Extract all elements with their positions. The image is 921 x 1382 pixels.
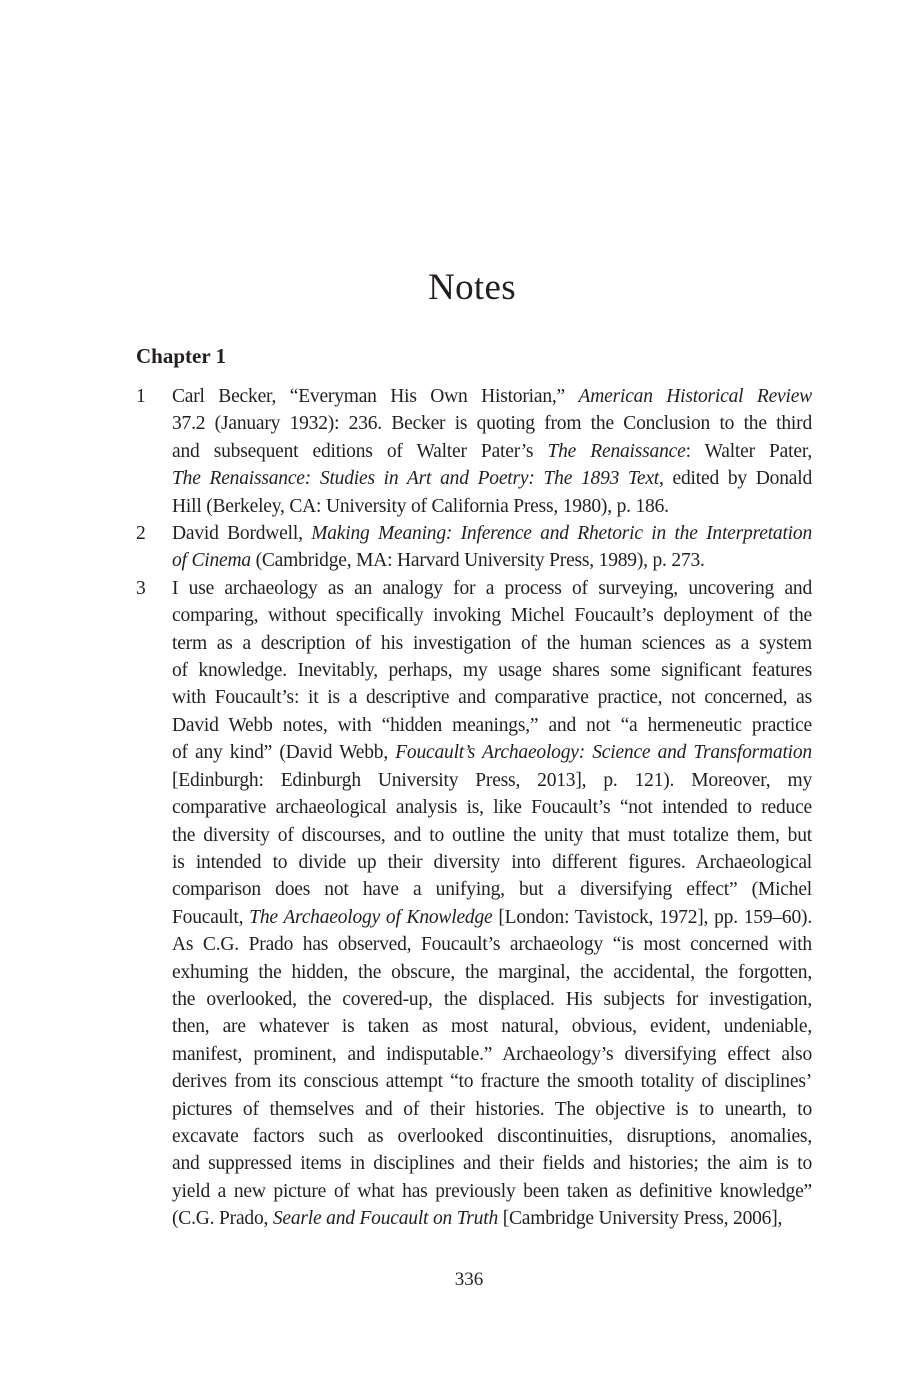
text-run: comparative archaeological analysis is, like Foucault’s “not intended to reduce [172,797,812,819]
text-run: manifest, prominent, and indisputable.” Archaeology’s diversifying effect also [172,1043,812,1065]
text-run: is intended to divide up their diversity into different figures. Archaeological [172,851,812,873]
text-run: Foucault, [172,906,250,928]
text-run: As C.G. Prado has observed, Foucault’s archaeology “is most concerned with [172,934,812,956]
italic-title: The Renaissance [547,440,686,462]
text-run: [Edinburgh: Edinburgh University Press, 2013], p. 121). Moreover, my [172,769,812,791]
note-number: 1 [136,386,146,407]
note-line [172,959,812,986]
text-run: pictures of themselves and of their histories. The objective is to unearth, to [172,1098,812,1120]
text-run: David Bordwell, [172,523,312,545]
note-line [172,410,812,437]
note-line [172,986,812,1013]
note-line [172,465,812,492]
chapter-heading: Chapter 1 [136,344,227,368]
italic-title: The Renaissance: Studies in Art and Poetry: The 1893 Text [172,468,660,490]
note-line [172,493,812,520]
text-run: exhuming the hidden, the obscure, the marginal, the accidental, the forgotten, [172,961,812,983]
text-run: I use archaeology as an analogy for a process of surveying, uncovering and [172,577,812,599]
note-body [172,520,812,575]
text-run: (C.G. Prado, [172,1208,273,1230]
note-number: 3 [136,577,146,599]
note-line [172,739,812,766]
text-run: of any kind” (David Webb, [172,742,396,764]
text-run: comparison does not have a unifying, but a diversifying effect” (Michel [172,879,812,901]
note-line [172,794,812,821]
note-line [172,630,812,657]
note-body [172,383,812,520]
note-line [172,1150,812,1177]
note-line [172,849,812,876]
italic-title: American Historical Review [578,386,812,407]
text-run: (Cambridge, MA: Harvard University Press, 1989), p. 273. [250,550,705,572]
page-number: 336 [454,1269,484,1290]
text-run: : Walter Pater, [685,440,813,462]
note-body [172,575,812,1233]
note-line [172,1178,812,1205]
note-line [172,904,812,931]
note-line [172,1205,812,1232]
text-run: , edited by Donald [659,468,812,490]
italic-title: of Cinema [172,550,251,572]
notes-list [136,383,812,1233]
note-1 [136,383,812,520]
note-line [172,520,812,547]
note-line [172,822,812,849]
note-line [172,657,812,684]
text-run: excavate factors such as overlooked discontinuities, disruptions, anomalies, [172,1125,812,1147]
note-line [172,931,812,958]
note-line [172,602,812,629]
text-run: then, are whatever is taken as most natural, obvious, evident, undeniable, [172,1016,812,1038]
italic-title: Making Meaning: Inference and Rhetoric in the Interpretation [311,523,812,545]
text-run: [London: Tavistock, 1972], pp. 159–60). [492,906,812,928]
text-run: the diversity of discourses, and to outline the unity that must totalize them, but [172,824,812,846]
note-line [172,712,812,739]
note-line [172,1068,812,1095]
text-run: and suppressed items in disciplines and their fields and histories; the aim is to [172,1153,812,1175]
note-line [172,438,812,465]
text-run: Carl Becker, “Everyman His Own Historian,” [172,386,579,407]
note-line [172,1123,812,1150]
text-run: and subsequent editions of Walter Pater’s [172,440,548,462]
note-line [172,1013,812,1040]
text-run: [Cambridge University Press, 2006], [498,1208,783,1230]
note-line [172,383,812,410]
text-run: Hill (Berkeley, CA: University of California Press, 1980), p. 186. [172,495,669,517]
note-2 [136,520,812,575]
note-3 [136,575,812,1233]
note-line [172,876,812,903]
note-line [172,1041,812,1068]
note-line [172,1096,812,1123]
text-run: yield a new picture of what has previously been taken as definitive knowledge” [172,1180,812,1202]
text-run: with Foucault’s: it is a descriptive and comparative practice, not concerned, as [172,687,812,709]
italic-title: The Archaeology of Knowledge [249,906,493,928]
page-title: Notes [428,267,516,308]
text-run: of knowledge. Inevitably, perhaps, my usage shares some significant features [172,660,812,682]
text-run: the overlooked, the covered-up, the displaced. His subjects for investigation, [172,988,812,1010]
note-line [172,767,812,794]
italic-title: Foucault’s Archaeology: Science and Transformation [395,742,812,764]
text-run: comparing, without specifically invoking Michel Foucault’s deployment of the [172,605,812,627]
text-run: 37.2 (January 1932): 236. Becker is quoting from the Conclusion to the third [172,413,812,435]
text-run: derives from its conscious attempt “to fracture the smooth totality of disciplines’ [172,1071,812,1093]
text-run: term as a description of his investigation of the human sciences as a system [172,632,812,654]
note-line [172,575,812,602]
italic-title: Searle and Foucault on Truth [272,1208,499,1230]
note-number: 2 [136,523,146,545]
note-line [172,547,812,574]
text-run: David Webb notes, with “hidden meanings,” and not “a hermeneutic practice [172,714,812,736]
note-line [172,684,812,711]
